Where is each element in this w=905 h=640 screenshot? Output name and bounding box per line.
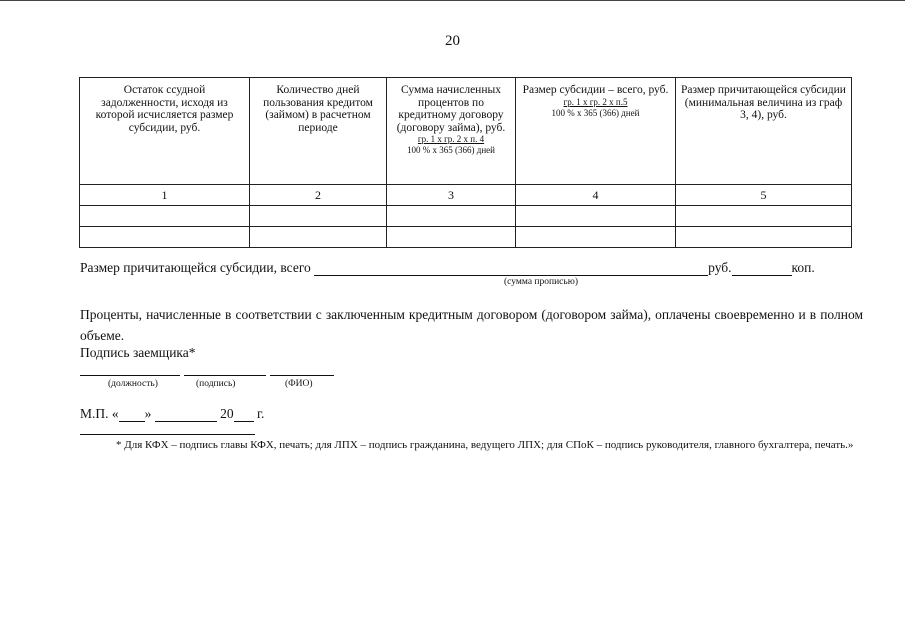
column-number: 1 [80, 185, 250, 206]
empty-cell[interactable] [387, 227, 516, 248]
empty-cell[interactable] [250, 227, 387, 248]
signature-field[interactable] [184, 375, 266, 376]
page-number: 20 [445, 33, 460, 49]
table-header-row [80, 78, 852, 185]
signature-caption: (подпись) [196, 379, 236, 389]
header-cell: Остаток ссудной задолженности, исходя из которой исчисляется размер субсидии, руб. [80, 78, 250, 185]
fio-field[interactable] [270, 375, 334, 376]
formula-numerator: гр. 1 х гр. 2 х п. 4 [417, 134, 485, 144]
empty-cell[interactable] [676, 227, 852, 248]
fio-caption: (ФИО) [285, 379, 313, 389]
amount-caption: (сумма прописью) [504, 277, 578, 287]
header-cell: Сумма начисленных процентов по кредитному договору (договору займа), руб. гр. 1 х гр. 2 х п. 4 100 % х 365 (366) дней [387, 78, 516, 185]
formula-denominator: 100 % х 365 (366) дней [551, 107, 640, 118]
stamp-date-line [80, 406, 264, 422]
day-field[interactable] [119, 421, 145, 422]
table-row [80, 206, 852, 227]
formula [391, 134, 511, 156]
column-number-row [80, 185, 852, 206]
empty-cell[interactable] [387, 206, 516, 227]
quote-close: » [144, 406, 152, 421]
header-cell: Размер субсидии – всего, руб. гр. 1 х гр. 2 х п.5 100 % х 365 (366) дней [516, 78, 676, 185]
empty-cell[interactable] [676, 206, 852, 227]
month-field[interactable] [155, 421, 217, 422]
formula-numerator: гр. 1 х гр. 2 х п.5 [563, 96, 628, 107]
kopecks-field[interactable] [732, 275, 792, 276]
formula-denominator: 100 % х 365 (366) дней [407, 145, 495, 155]
header-cell: Количество дней пользования кредитом (займом) в расчетном периоде [250, 78, 387, 185]
rub-label: руб. [708, 260, 732, 275]
formula [520, 97, 671, 119]
total-subsidy-line [80, 260, 815, 276]
position-caption: (должность) [108, 379, 158, 389]
year-field[interactable] [234, 421, 254, 422]
empty-cell[interactable] [250, 206, 387, 227]
column-number: 4 [516, 185, 676, 206]
empty-cell[interactable] [516, 206, 676, 227]
empty-cell[interactable] [516, 227, 676, 248]
position-field[interactable] [80, 375, 180, 376]
kop-label: коп. [791, 260, 815, 275]
column-number: 3 [387, 185, 516, 206]
column-number: 2 [250, 185, 387, 206]
total-label: Размер причитающейся субсидии, всего [80, 260, 311, 275]
table-row [80, 227, 852, 248]
year-prefix: 20 [220, 406, 234, 421]
header-cell: Размер причитающейся субсидии (минимальная величина из граф 3, 4), руб. [676, 78, 852, 185]
amount-in-words-field[interactable] [314, 275, 708, 276]
statement-paragraph: Проценты, начисленные в соответствии с заключенным кредитным договором (договором займа), оплачены своевременно и в полном объеме. [80, 307, 863, 343]
mp-label: М.П. « [80, 406, 119, 421]
page-top-border [0, 0, 905, 1]
year-suffix: г. [257, 406, 265, 421]
footnote: * Для КФХ – подпись главы КФХ, печать; для ЛПХ – подпись гражданина, ведущего ЛПХ; для СПоК – подпись руководителя, главного бухгалтера, печать.» [116, 439, 854, 451]
subsidy-table [79, 77, 852, 248]
footnote-separator [80, 434, 255, 435]
empty-cell[interactable] [80, 206, 250, 227]
column-number: 5 [676, 185, 852, 206]
signature-title: Подпись заемщика* [80, 345, 196, 360]
empty-cell[interactable] [80, 227, 250, 248]
